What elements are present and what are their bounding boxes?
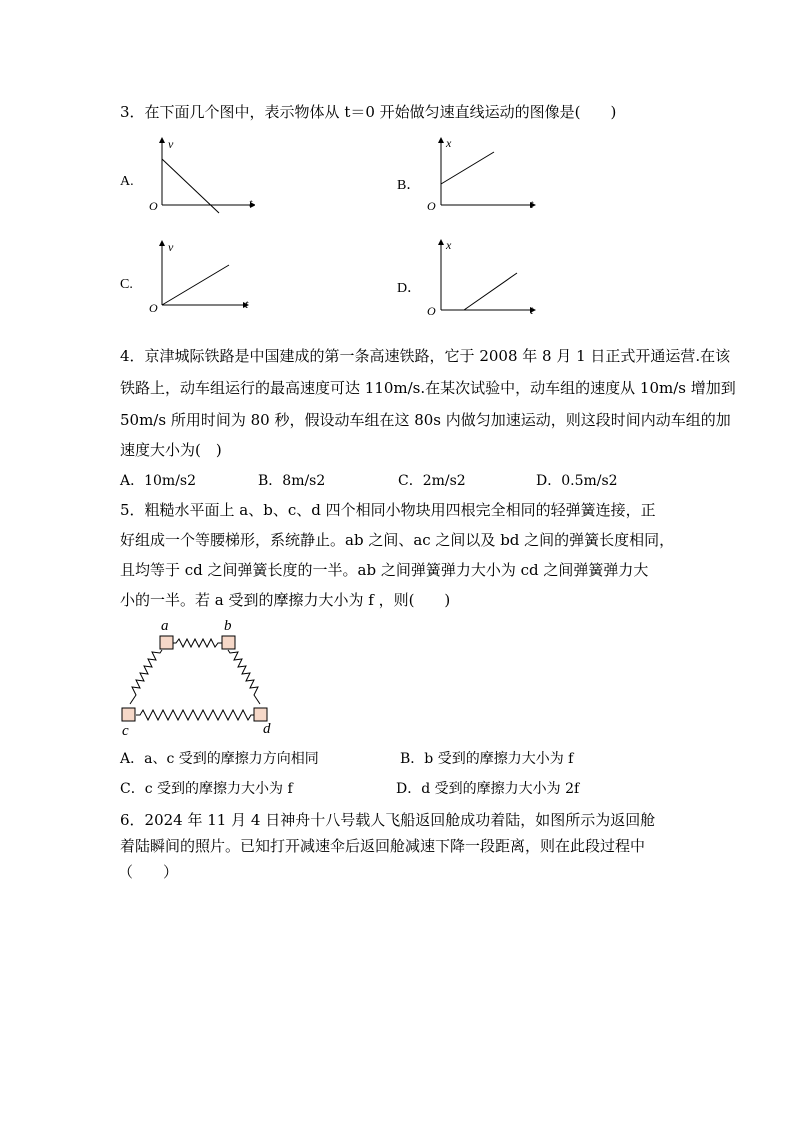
q3-option-c-label: C. [120,277,133,292]
q5-spring-diagram [118,616,288,736]
block-a [160,636,173,649]
q3-graph-b-x-label: t [530,197,534,211]
q4-option-b: B．8m/s2 [258,473,326,489]
q3-stem: 3．在下面几个图中，表示物体从 t＝0 开始做匀速直线运动的图像是( ) [120,103,617,121]
q5-option-c: C．c 受到的摩擦力大小为 f [120,781,293,797]
q4-line-3: 50m/s 所用时间为 80 秒，假设动车组在这 80s 内做匀加速运动，则这段时间内动车组的加 [120,411,731,429]
q5-option-b: B．b 受到的摩擦力大小为 f [400,751,574,767]
q5-line-2: 好组成一个等腰梯形，系统静止。ab 之间、ac 之间以及 bd 之间的弹簧长度相同， [120,531,675,549]
q4-option-a: A．10m/s2 [120,473,197,489]
q3-graph-c-origin: O [149,301,158,315]
q3-option-a-label: A. [120,174,134,189]
spring-cd [136,710,254,720]
q3-graph-a [145,135,255,215]
q3-graph-b-y-label: x [446,136,452,150]
q3-graph-b-origin: O [427,199,436,213]
block-c [122,708,135,721]
q4-line-2: 铁路上，动车组运行的最高速度可达 110m/s.在某次试验中，动车组的速度从 10m/s 增加到 [120,379,736,397]
label-a: a [161,618,169,634]
q5-line-1: 5．粗糙水平面上 a、b、c、d 四个相同小物块用四根完全相同的轻弹簧连接，正 [120,501,656,519]
q6-line-3: （ ） [118,863,179,881]
q4-line-4: 速度大小为( ) [120,441,222,459]
q3-graph-d-x-label: t [530,303,534,317]
spring-bd [228,650,260,704]
q3-graph-c-x-label: t [245,297,249,311]
q3-graph-d [424,237,544,322]
q3-graph-d-origin: O [427,304,436,318]
q4-option-d: D．0.5m/s2 [536,473,618,489]
q6-line-1: 6．2024 年 11 月 4 日神舟十八号载人飞船返回舱成功着陆，如图所示为返回舱 [120,811,656,829]
spring-ac [130,650,162,704]
q3-graph-c [145,238,255,318]
label-d: d [263,721,271,736]
q5-option-d: D．d 受到的摩擦力大小为 2f [396,781,580,797]
block-b [222,636,235,649]
q5-option-a: A．a、c 受到的摩擦力方向相同 [120,751,319,767]
label-b: b [224,618,232,634]
q3-graph-a-x-label: t [249,196,253,210]
q5-line-3: 且均等于 cd 之间弹簧长度的一半。ab 之间弹簧弹力大小为 cd 之间弹簧弹力大 [120,561,649,579]
q3-option-d-label: D． [397,281,422,296]
q3-option-b-label: B． [397,178,421,193]
block-d [254,708,267,721]
label-c: c [122,723,129,736]
q3-graph-c-y-label: v [168,240,174,254]
q4-option-c: C．2m/s2 [398,473,466,489]
q4-line-1: 4．京津城际铁路是中国建成的第一条高速铁路，它于 2008 年 8 月 1 日正式开通运营.在该 [120,347,731,365]
q5-line-4: 小的一半。若 a 受到的摩擦力大小为 f ，则( ) [120,591,451,609]
q3-graph-a-y-label: v [168,137,174,151]
q3-graph-b [424,135,544,215]
q3-graph-a-origin: O [149,199,158,213]
spring-ab [173,639,222,647]
q3-graph-d-y-label: x [446,238,452,252]
q6-line-2: 着陆瞬间的照片。已知打开减速伞后返回舱减速下降一段距离，则在此段过程中 [120,837,646,855]
